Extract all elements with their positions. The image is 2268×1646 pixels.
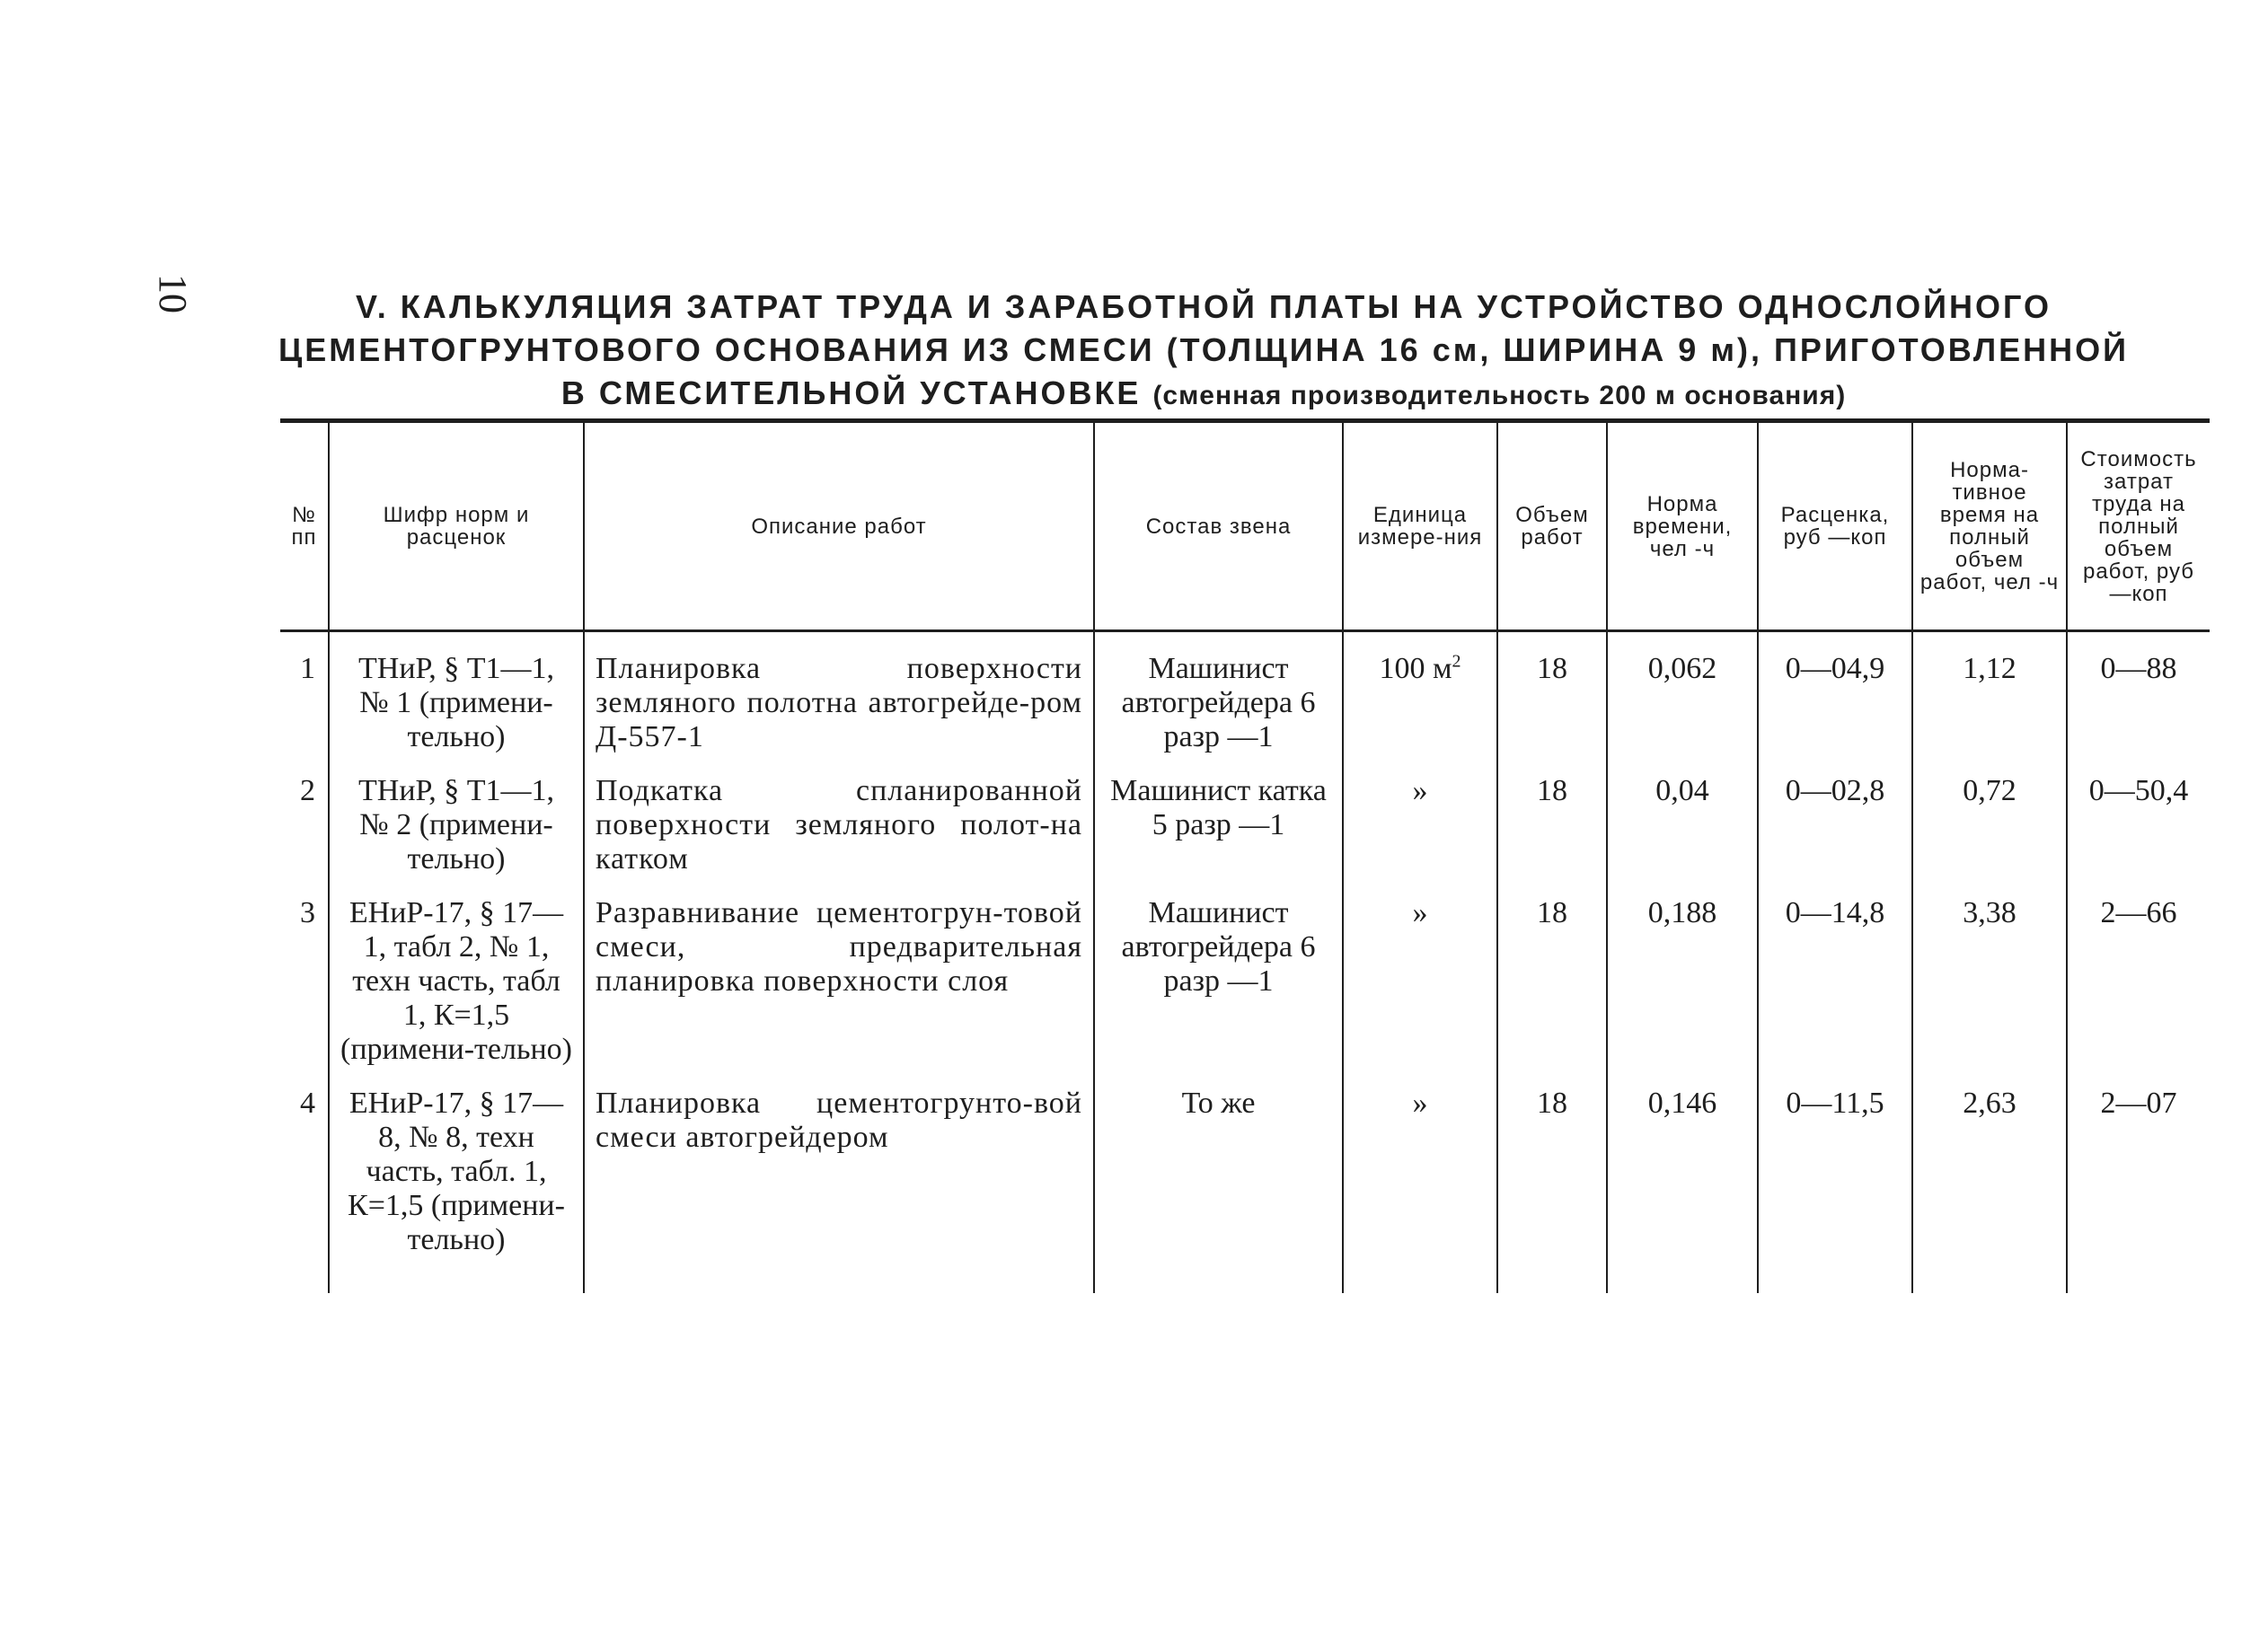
table-row [280, 1067, 2210, 1293]
header-norm-time: Норма времени, чел -ч [1607, 421, 1758, 631]
title-line-3 [269, 372, 2138, 418]
cell-description: Планировка поверхности земляного полотна автогрейде-ром Д-557-1 [584, 631, 1094, 755]
cell-rate: 0—14,8 [1758, 876, 1912, 1067]
cell-crew: Машинист катка 5 разр —1 [1094, 754, 1343, 876]
cell-unit-superscript: 2 [1452, 651, 1461, 672]
cell-crew: Машинист автогрейдера 6 разр —1 [1094, 631, 1343, 755]
cell-total-time: 3,38 [1912, 876, 2067, 1067]
cell-rate: 0—02,8 [1758, 754, 1912, 876]
cell-total-cost: 0—88 [2067, 631, 2210, 755]
page-title [269, 286, 2138, 418]
cell-unit-text: » [1412, 774, 1428, 807]
cell-unit [1343, 754, 1497, 876]
table-row [280, 754, 2210, 876]
cell-volume: 18 [1497, 876, 1607, 1067]
cell-norm-time: 0,062 [1607, 631, 1758, 755]
header-total-cost: Стоимость затрат труда на полный объем работ, руб —коп [2067, 421, 2210, 631]
cell-unit [1343, 876, 1497, 1067]
header-crew: Состав звена [1094, 421, 1343, 631]
cell-description: Планировка цементогрунто-вой смеси автогрейдером [584, 1067, 1094, 1293]
header-volume: Объем работ [1497, 421, 1607, 631]
title-line-1: V. КАЛЬКУЛЯЦИЯ ЗАТРАТ ТРУДА И ЗАРАБОТНОЙ ПЛАТЫ НА УСТРОЙСТВО ОДНОСЛОЙНОГО [356, 288, 2052, 325]
cell-rate: 0—04,9 [1758, 631, 1912, 755]
title-line-3-note: (сменная производительность 200 м основания) [1152, 381, 1847, 410]
cell-unit-text: » [1412, 1087, 1428, 1120]
cell-volume: 18 [1497, 631, 1607, 755]
cell-volume: 18 [1497, 1067, 1607, 1293]
cell-crew: То же [1094, 1067, 1343, 1293]
cell-total-time: 2,63 [1912, 1067, 2067, 1293]
header-num: № пп [291, 503, 317, 550]
cell-code: ЕНиР-17, § 17—1, табл 2, № 1, техн часть, табл 1, К=1,5 (примени-тельно) [329, 876, 584, 1067]
header-description: Описание работ [584, 421, 1094, 631]
cell-code: ЕНиР-17, § 17—8, № 8, техн часть, табл. 1, К=1,5 (примени-тельно) [329, 1067, 584, 1293]
cell-description: Подкатка спланированной поверхности земляного полот-на катком [584, 754, 1094, 876]
cell-norm-time: 0,188 [1607, 876, 1758, 1067]
cell-total-cost: 0—50,4 [2067, 754, 2210, 876]
cell-total-time: 1,12 [1912, 631, 2067, 755]
header-code: Шифр норм и расценок [329, 421, 584, 631]
cell-crew: Машинист автогрейдера 6 разр —1 [1094, 876, 1343, 1067]
cell-code: ТНиР, § Т1—1, № 1 (примени-тельно) [329, 631, 584, 755]
cell-unit [1343, 1067, 1497, 1293]
cell-num: 3 [300, 896, 315, 929]
header-total-time: Норма-тивное время на полный объем работ, чел -ч [1912, 421, 2067, 631]
header-rate: Расценка, руб —коп [1758, 421, 1912, 631]
table-row [280, 876, 2210, 1067]
cell-num: 1 [300, 652, 315, 685]
cell-total-cost: 2—66 [2067, 876, 2210, 1067]
cell-unit [1343, 631, 1497, 755]
cell-unit-text: 100 м [1379, 652, 1452, 685]
header-unit: Единица измере-ния [1343, 421, 1497, 631]
cell-num: 2 [300, 774, 315, 807]
cell-norm-time: 0,146 [1607, 1067, 1758, 1293]
cell-description: Разравнивание цементогрун-товой смеси, предварительная планировка поверхности слоя [584, 876, 1094, 1067]
calculation-table [280, 418, 2210, 1293]
cell-volume: 18 [1497, 754, 1607, 876]
calculation-table-wrapper [280, 418, 2210, 1293]
title-line-3-main: В СМЕСИТЕЛЬНОЙ УСТАНОВКЕ [560, 374, 1142, 411]
cell-norm-time: 0,04 [1607, 754, 1758, 876]
cell-rate: 0—11,5 [1758, 1067, 1912, 1293]
cell-code: ТНиР, § Т1—1, № 2 (примени-тельно) [329, 754, 584, 876]
table-row [280, 631, 2210, 755]
cell-num: 4 [300, 1087, 315, 1120]
table-header-row [280, 421, 2210, 631]
cell-total-cost: 2—07 [2067, 1067, 2210, 1293]
title-line-2: ЦЕМЕНТОГРУНТОВОГО ОСНОВАНИЯ ИЗ СМЕСИ (ТОЛЩИНА 16 см, ШИРИНА 9 м), ПРИГОТОВЛЕННОЙ [278, 331, 2129, 368]
cell-total-time: 0,72 [1912, 754, 2067, 876]
cell-unit-text: » [1412, 896, 1428, 929]
page-number: 10 [151, 274, 195, 313]
